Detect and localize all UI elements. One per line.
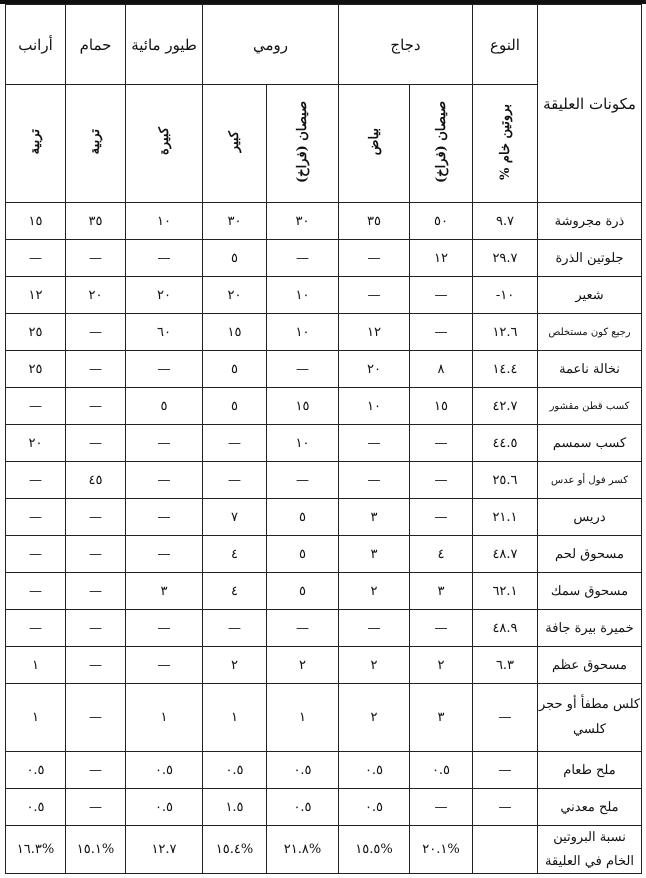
- ingredient-name: مسحوق سمك: [538, 573, 642, 610]
- chicken-chicks-value: ٢: [410, 647, 473, 684]
- waterfowl-value: ٢٠: [126, 277, 203, 314]
- waterfowl-value: —: [126, 462, 203, 499]
- protein-col-header: [473, 85, 538, 203]
- pigeon-value: —: [66, 752, 126, 789]
- rabbit-value: ١٢: [6, 277, 66, 314]
- table-row: [6, 462, 642, 499]
- waterfowl-value: —: [126, 351, 203, 388]
- table-row: [6, 351, 642, 388]
- turkey-chicks-value: ١٠: [267, 277, 339, 314]
- pigeon-value: —: [66, 684, 126, 752]
- chicken-layer-value: ٢: [339, 573, 410, 610]
- rabbit-value: ١: [6, 647, 66, 684]
- protein-value: ٤٤.٥: [473, 425, 538, 462]
- ingredient-name: كسر فول أو عدس: [538, 462, 642, 499]
- table-row: [6, 203, 642, 240]
- protein-value: ٦٢.١: [473, 573, 538, 610]
- chicken-layer-value: —: [339, 277, 410, 314]
- waterfowl-value: ١٠: [126, 203, 203, 240]
- total-turkey-chicks: %٢١.٨: [267, 826, 339, 874]
- turkey-adult-value: —: [203, 425, 267, 462]
- chicken-chicks-value: ١٥: [410, 388, 473, 425]
- turkey-adult-value: ٢٠: [203, 277, 267, 314]
- pigeon-value: —: [66, 647, 126, 684]
- table-row: [6, 573, 642, 610]
- ingredient-name: رجيع كون مستخلص: [538, 314, 642, 351]
- group-waterfowl: طيور مائية: [126, 5, 203, 85]
- ingredient-name: شعير: [538, 277, 642, 314]
- turkey-adult-value: ١.٥: [203, 789, 267, 826]
- chicken-layer-value: —: [339, 610, 410, 647]
- chicken-chicks-value: —: [410, 789, 473, 826]
- chicken-layer-header: بياض: [339, 85, 410, 203]
- table-row: [6, 684, 642, 752]
- table-row: [6, 789, 642, 826]
- waterfowl-adult-header: كبيرة: [126, 85, 203, 203]
- ingredient-name: مسحوق لحم: [538, 536, 642, 573]
- pigeon-value: —: [66, 388, 126, 425]
- turkey-adult-value: ٣٠: [203, 203, 267, 240]
- chicken-layer-value: ٢: [339, 684, 410, 752]
- rabbit-value: —: [6, 536, 66, 573]
- rabbit-value: ٢٠: [6, 425, 66, 462]
- turkey-adult-value: ٢: [203, 647, 267, 684]
- turkey-adult-value: ٠.٥: [203, 752, 267, 789]
- waterfowl-value: —: [126, 425, 203, 462]
- ingredient-name: جلوتين الذرة: [538, 240, 642, 277]
- waterfowl-value: —: [126, 240, 203, 277]
- waterfowl-value: —: [126, 536, 203, 573]
- chicken-layer-value: ٣: [339, 536, 410, 573]
- chicken-layer-value: ٠.٥: [339, 789, 410, 826]
- rabbit-value: —: [6, 499, 66, 536]
- pigeon-breeding-header: تربية: [66, 85, 126, 203]
- waterfowl-value: ٠.٥: [126, 789, 203, 826]
- rabbit-value: ٠.٥: [6, 752, 66, 789]
- ingredient-name: ذرة مجروشة: [538, 203, 642, 240]
- turkey-adult-value: ٧: [203, 499, 267, 536]
- chicken-chicks-value: ٣: [410, 684, 473, 752]
- pigeon-value: —: [66, 499, 126, 536]
- pigeon-value: —: [66, 573, 126, 610]
- ingredient-name: كسب قطن مقشور: [538, 388, 642, 425]
- chicken-layer-value: ٠.٥: [339, 752, 410, 789]
- chicken-chicks-value: ٥٠: [410, 203, 473, 240]
- turkey-chicks-value: ٢: [267, 647, 339, 684]
- protein-value: ٢١.١: [473, 499, 538, 536]
- turkey-adult-value: ٤: [203, 536, 267, 573]
- ingredient-name: مسحوق عظم: [538, 647, 642, 684]
- protein-value: ١٤.٤: [473, 351, 538, 388]
- protein-value: ٩.٧: [473, 203, 538, 240]
- chicken-layer-value: ٢: [339, 647, 410, 684]
- turkey-chicks-value: ٣٠: [267, 203, 339, 240]
- rabbit-value: —: [6, 610, 66, 647]
- turkey-chicks-value: —: [267, 240, 339, 277]
- protein-value: ٢٥.٦: [473, 462, 538, 499]
- rabbit-value: —: [6, 573, 66, 610]
- pigeon-value: ٢٠: [66, 277, 126, 314]
- turkey-chicks-value: —: [267, 351, 339, 388]
- chicken-chicks-value: —: [410, 610, 473, 647]
- table-row: [6, 499, 642, 536]
- turkey-adult-value: ٥: [203, 351, 267, 388]
- ingredient-name: دريس: [538, 499, 642, 536]
- chicken-layer-value: —: [339, 462, 410, 499]
- waterfowl-value: —: [126, 647, 203, 684]
- chicken-chicks-value: —: [410, 425, 473, 462]
- rabbit-value: —: [6, 388, 66, 425]
- turkey-chicks-value: ٥: [267, 536, 339, 573]
- ingredient-name: نخالة ناعمة: [538, 351, 642, 388]
- turkey-adult-value: ٥: [203, 240, 267, 277]
- turkey-adult-value: ١٥: [203, 314, 267, 351]
- ingredient-name: ملح معدني: [538, 789, 642, 826]
- chicken-chicks-value: —: [410, 462, 473, 499]
- chicken-chicks-value: —: [410, 499, 473, 536]
- chicken-layer-value: —: [339, 425, 410, 462]
- turkey-chicks-value: ٥: [267, 499, 339, 536]
- pigeon-value: —: [66, 425, 126, 462]
- pigeon-value: ٤٥: [66, 462, 126, 499]
- protein-value: ٦.٣: [473, 647, 538, 684]
- group-pigeon: حمام: [66, 5, 126, 85]
- turkey-chicks-value: ١٥: [267, 388, 339, 425]
- protein-value: —: [473, 789, 538, 826]
- ingredient-name: ملح طعام: [538, 752, 642, 789]
- table-row: [6, 277, 642, 314]
- table-row: [6, 314, 642, 351]
- protein-value: ١٢.٦: [473, 314, 538, 351]
- rabbit-value: ٢٥: [6, 314, 66, 351]
- turkey-chicks-value: ١٠: [267, 314, 339, 351]
- chicken-chicks-value: ٨: [410, 351, 473, 388]
- chicken-layer-value: ١٠: [339, 388, 410, 425]
- pigeon-value: —: [66, 789, 126, 826]
- chicken-chicks-header: صيصان (فراخ): [410, 85, 473, 203]
- chicken-layer-value: —: [339, 240, 410, 277]
- chicken-layer-value: ١٢: [339, 314, 410, 351]
- table-row: [6, 610, 642, 647]
- protein-value: ٤٨.٩: [473, 610, 538, 647]
- protein-value: ٢٩.٧: [473, 240, 538, 277]
- pigeon-value: ٣٥: [66, 203, 126, 240]
- rabbit-value: —: [6, 462, 66, 499]
- chicken-chicks-value: —: [410, 314, 473, 351]
- total-waterfowl: ١٢.٧: [126, 826, 203, 874]
- rabbit-value: ٠.٥: [6, 789, 66, 826]
- total-chicken-layer: %١٥.٥: [339, 826, 410, 874]
- waterfowl-value: —: [126, 499, 203, 536]
- turkey-chicks-value: —: [267, 610, 339, 647]
- waterfowl-value: ٥: [126, 388, 203, 425]
- turkey-chicks-value: ١: [267, 684, 339, 752]
- ingredient-name: كلس مطفأ أو حجر كلسي: [538, 684, 642, 752]
- rabbit-value: ١: [6, 684, 66, 752]
- ingredient-name: كسب سمسم: [538, 425, 642, 462]
- turkey-chicks-value: —: [267, 462, 339, 499]
- total-turkey-adult: %١٥.٤: [203, 826, 267, 874]
- table-row: [6, 536, 642, 573]
- rabbit-value: —: [6, 240, 66, 277]
- waterfowl-value: —: [126, 610, 203, 647]
- turkey-chicks-header: صيصان (فراخ): [267, 85, 339, 203]
- turkey-chicks-value: ٥: [267, 573, 339, 610]
- turkey-adult-value: —: [203, 462, 267, 499]
- ingredients-header: مكونات العليقة: [538, 5, 642, 203]
- totals-empty-cell: [473, 826, 538, 874]
- totals-label: نسبة البروتين الخام في العليقة: [538, 826, 642, 874]
- protein-value: ١٠-: [473, 277, 538, 314]
- total-rabbit: %١٦.٣: [6, 826, 66, 874]
- protein-value: —: [473, 684, 538, 752]
- chicken-layer-value: ٣: [339, 499, 410, 536]
- pigeon-value: —: [66, 610, 126, 647]
- turkey-adult-header: كبير: [203, 85, 267, 203]
- pigeon-value: —: [66, 536, 126, 573]
- turkey-adult-value: ١: [203, 684, 267, 752]
- turkey-chicks-value: ٠.٥: [267, 752, 339, 789]
- total-pigeon: %١٥.١: [66, 826, 126, 874]
- chicken-chicks-value: ٤: [410, 536, 473, 573]
- pigeon-value: —: [66, 240, 126, 277]
- waterfowl-value: ٦٠: [126, 314, 203, 351]
- protein-value: ٤٨.٧: [473, 536, 538, 573]
- group-chicken: دجاج: [339, 5, 473, 85]
- chicken-chicks-value: ٣: [410, 573, 473, 610]
- chicken-chicks-value: —: [410, 277, 473, 314]
- turkey-adult-value: ٤: [203, 573, 267, 610]
- chicken-layer-value: ٢٠: [339, 351, 410, 388]
- table-row: [6, 752, 642, 789]
- chicken-chicks-value: ١٢: [410, 240, 473, 277]
- turkey-chicks-value: ١٠: [267, 425, 339, 462]
- ingredient-name: خميرة بيرة جافة: [538, 610, 642, 647]
- pigeon-value: —: [66, 314, 126, 351]
- table-row: [6, 647, 642, 684]
- waterfowl-value: ٣: [126, 573, 203, 610]
- total-chicken-chicks: %٢٠.١: [410, 826, 473, 874]
- rabbit-value: ٢٥: [6, 351, 66, 388]
- waterfowl-value: ٠.٥: [126, 752, 203, 789]
- group-turkey: رومي: [203, 5, 339, 85]
- group-rabbit: أرانب: [6, 5, 66, 85]
- table-row: [6, 425, 642, 462]
- protein-header-text: بروتين خام %: [497, 103, 513, 180]
- turkey-chicks-value: ٠.٥: [267, 789, 339, 826]
- table-row: [6, 388, 642, 425]
- turkey-adult-value: ٥: [203, 388, 267, 425]
- chicken-chicks-value: ٠.٥: [410, 752, 473, 789]
- feed-ingredients-table: [5, 4, 642, 874]
- protein-value: —: [473, 752, 538, 789]
- rabbit-breeding-header: تربية: [6, 85, 66, 203]
- waterfowl-value: ١: [126, 684, 203, 752]
- protein-value: ٤٢.٧: [473, 388, 538, 425]
- rabbit-value: ١٥: [6, 203, 66, 240]
- type-header: النوع: [473, 5, 538, 85]
- chicken-layer-value: ٣٥: [339, 203, 410, 240]
- table-row: [6, 240, 642, 277]
- feed-table-body: [6, 203, 642, 874]
- pigeon-value: —: [66, 351, 126, 388]
- turkey-adult-value: —: [203, 610, 267, 647]
- totals-row: [6, 826, 642, 874]
